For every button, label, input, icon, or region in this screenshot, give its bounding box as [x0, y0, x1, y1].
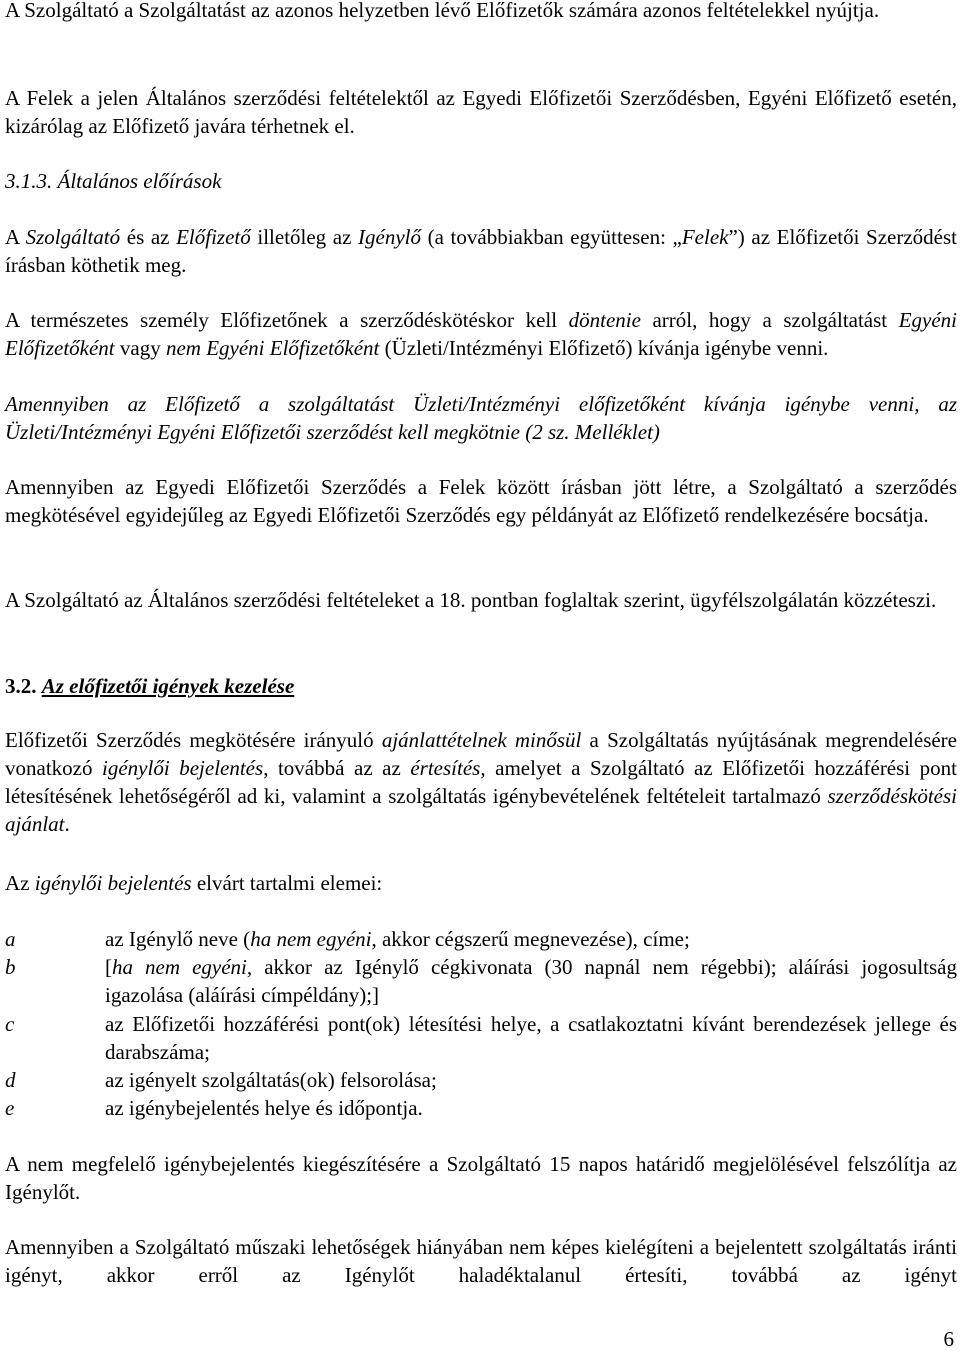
text: illetőleg az	[250, 225, 359, 249]
text: Előfizetői Szerződés megkötésére irányuló	[5, 728, 382, 752]
text-italic: ajánlattételnek minősül	[381, 728, 582, 752]
text: A természetes személy Előfizetőnek a szerződéskötéskor kell	[5, 308, 569, 332]
text: (Üzleti/Intézményi Előfizető) kívánja igénybe venni.	[379, 336, 829, 360]
text: amelyet a Szolgáltató az Előfizetői hozzáférési pont létesítésének lehetőségéről ad ki, valamint a szolgáltatás igénybevételének feltételeit tartalmazó	[5, 756, 958, 808]
text-italic: Amennyiben az Előfizető a szolgáltatást Üzleti/Intézményi előfizetőként kívánja igénybe venni, az Üzleti/Intézményi Egyéni Előfizetői szerződést kell megkötnie (2 sz. Melléklet)	[5, 392, 957, 444]
text: (a továbbiakban együttesen: „	[421, 225, 682, 249]
paragraph-equal-terms	[5, 0, 957, 24]
heading-3-1-3	[5, 167, 957, 195]
text: elvárt tartalmi elemei:	[191, 871, 383, 895]
list-marker: e	[5, 1096, 15, 1120]
text-italic: értesítés,	[410, 756, 486, 780]
text-italic: Egyéni Előfizetőként	[5, 308, 957, 360]
text: vagy	[114, 336, 166, 360]
text: az igénybejelentés helye és időpontja.	[105, 1096, 423, 1120]
text: A	[5, 225, 26, 249]
text: [	[105, 955, 112, 979]
section-title: Az előfizetői igények kezelése	[41, 674, 295, 698]
text: , akkor cégszerű megnevezése), címe;	[371, 927, 690, 951]
text: akkor az Igénylő cégkivonata (30 napnál nem régebbi); aláírási jogosultság igazolása (aláírási címpéldány);]	[105, 955, 957, 1007]
text-italic: Szolgáltató	[25, 225, 121, 249]
text: A Szolgáltató a Szolgáltatást az azonos helyzetben lévő Előfizetők számára azonos feltételekkel nyújtja.	[5, 0, 880, 22]
list-item	[5, 1066, 957, 1094]
text-italic: ha nem egyéni	[250, 927, 372, 951]
section-heading: 3.1.3. Általános előírások	[5, 169, 222, 193]
text: .	[64, 812, 70, 836]
paragraph-technical-limits	[5, 1233, 957, 1289]
list-item	[5, 1010, 957, 1066]
list-marker: d	[5, 1068, 16, 1092]
text-italic: szerződéskötési ajánlat	[5, 784, 957, 836]
list-marker: c	[5, 1012, 15, 1036]
list-marker: b	[5, 955, 16, 979]
text: A Felek a jelen Általános szerződési feltételektől az Egyedi Előfizetői Szerződésben, Egyéni Előfizető esetén, kizárólag az Előfizető javára térhetnek el.	[5, 86, 957, 138]
list-item	[5, 925, 957, 953]
section-number: 3.2.	[5, 674, 37, 698]
text-italic: Előfizető	[176, 225, 251, 249]
text: ”) az Előfizetői Szerződést írásban köthetik meg.	[5, 225, 958, 277]
text: A Szolgáltató az Általános szerződési feltételeket a 18. pontban foglaltak szerint, ügyfélszolgálatán közzéteszi.	[5, 588, 937, 612]
heading-3-2	[5, 672, 957, 700]
paragraph-natural-person	[5, 306, 957, 362]
text: A nem megfelelő igénybejelentés kiegészítésére a Szolgáltató 15 napos határidő megjelölésével felszólítja az Igénylőt.	[5, 1152, 957, 1204]
text-italic: döntenie	[568, 308, 641, 332]
paragraph-deviation	[5, 84, 957, 140]
text: az Igénylő neve (	[105, 927, 251, 951]
text: , továbbá az az	[263, 756, 411, 780]
text-italic: igénylői bejelentés	[34, 871, 192, 895]
text-italic: ha nem egyéni,	[112, 955, 253, 979]
paragraph-written-contract	[5, 473, 957, 529]
text: Amennyiben a Szolgáltató műszaki lehetőségek hiányában nem képes kielégíteni a bejelentett szolgáltatás iránti igényt, akkor erről az Igénylőt haladéktalanul értesíti, továbbá az igényt	[5, 1235, 957, 1287]
list-marker: a	[5, 927, 16, 951]
paragraph-incomplete-request	[5, 1150, 957, 1206]
text: az Előfizetői hozzáférési pont(ok) létesítési helye, a csatlakoztatni kívánt berendezések jellege és darabszáma;	[105, 1012, 957, 1064]
text: Amennyiben az Egyedi Előfizetői Szerződés a Felek között írásban jött létre, a Szolgáltató a szerződés megkötésével egyidejűleg az Egyedi Előfizetői Szerződés egy példányát az Előfizető rendelkezésére bocsátja.	[5, 475, 957, 527]
text: arról, hogy a szolgáltatást	[640, 308, 899, 332]
text-italic: igénylői bejelentés	[102, 756, 264, 780]
text: a Szolgáltatás nyújtásának megrendelésére vonatkozó	[5, 728, 957, 780]
text-italic: Igénylő	[358, 225, 422, 249]
page-number: 6	[943, 1327, 954, 1351]
text: és az	[120, 225, 177, 249]
list-item	[5, 953, 957, 1009]
paragraph-business-subscriber	[5, 390, 957, 446]
text: az igényelt szolgáltatás(ok) felsorolása;	[105, 1068, 437, 1092]
paragraph-request-contents	[5, 869, 957, 897]
list-item	[5, 1094, 957, 1122]
paragraph-offer	[5, 726, 957, 838]
text: Az	[5, 871, 35, 895]
text-italic: Felek	[681, 225, 729, 249]
text-italic: nem Egyéni Előfizetőként	[165, 336, 380, 360]
paragraph-publication	[5, 586, 957, 614]
paragraph-parties	[5, 223, 957, 279]
